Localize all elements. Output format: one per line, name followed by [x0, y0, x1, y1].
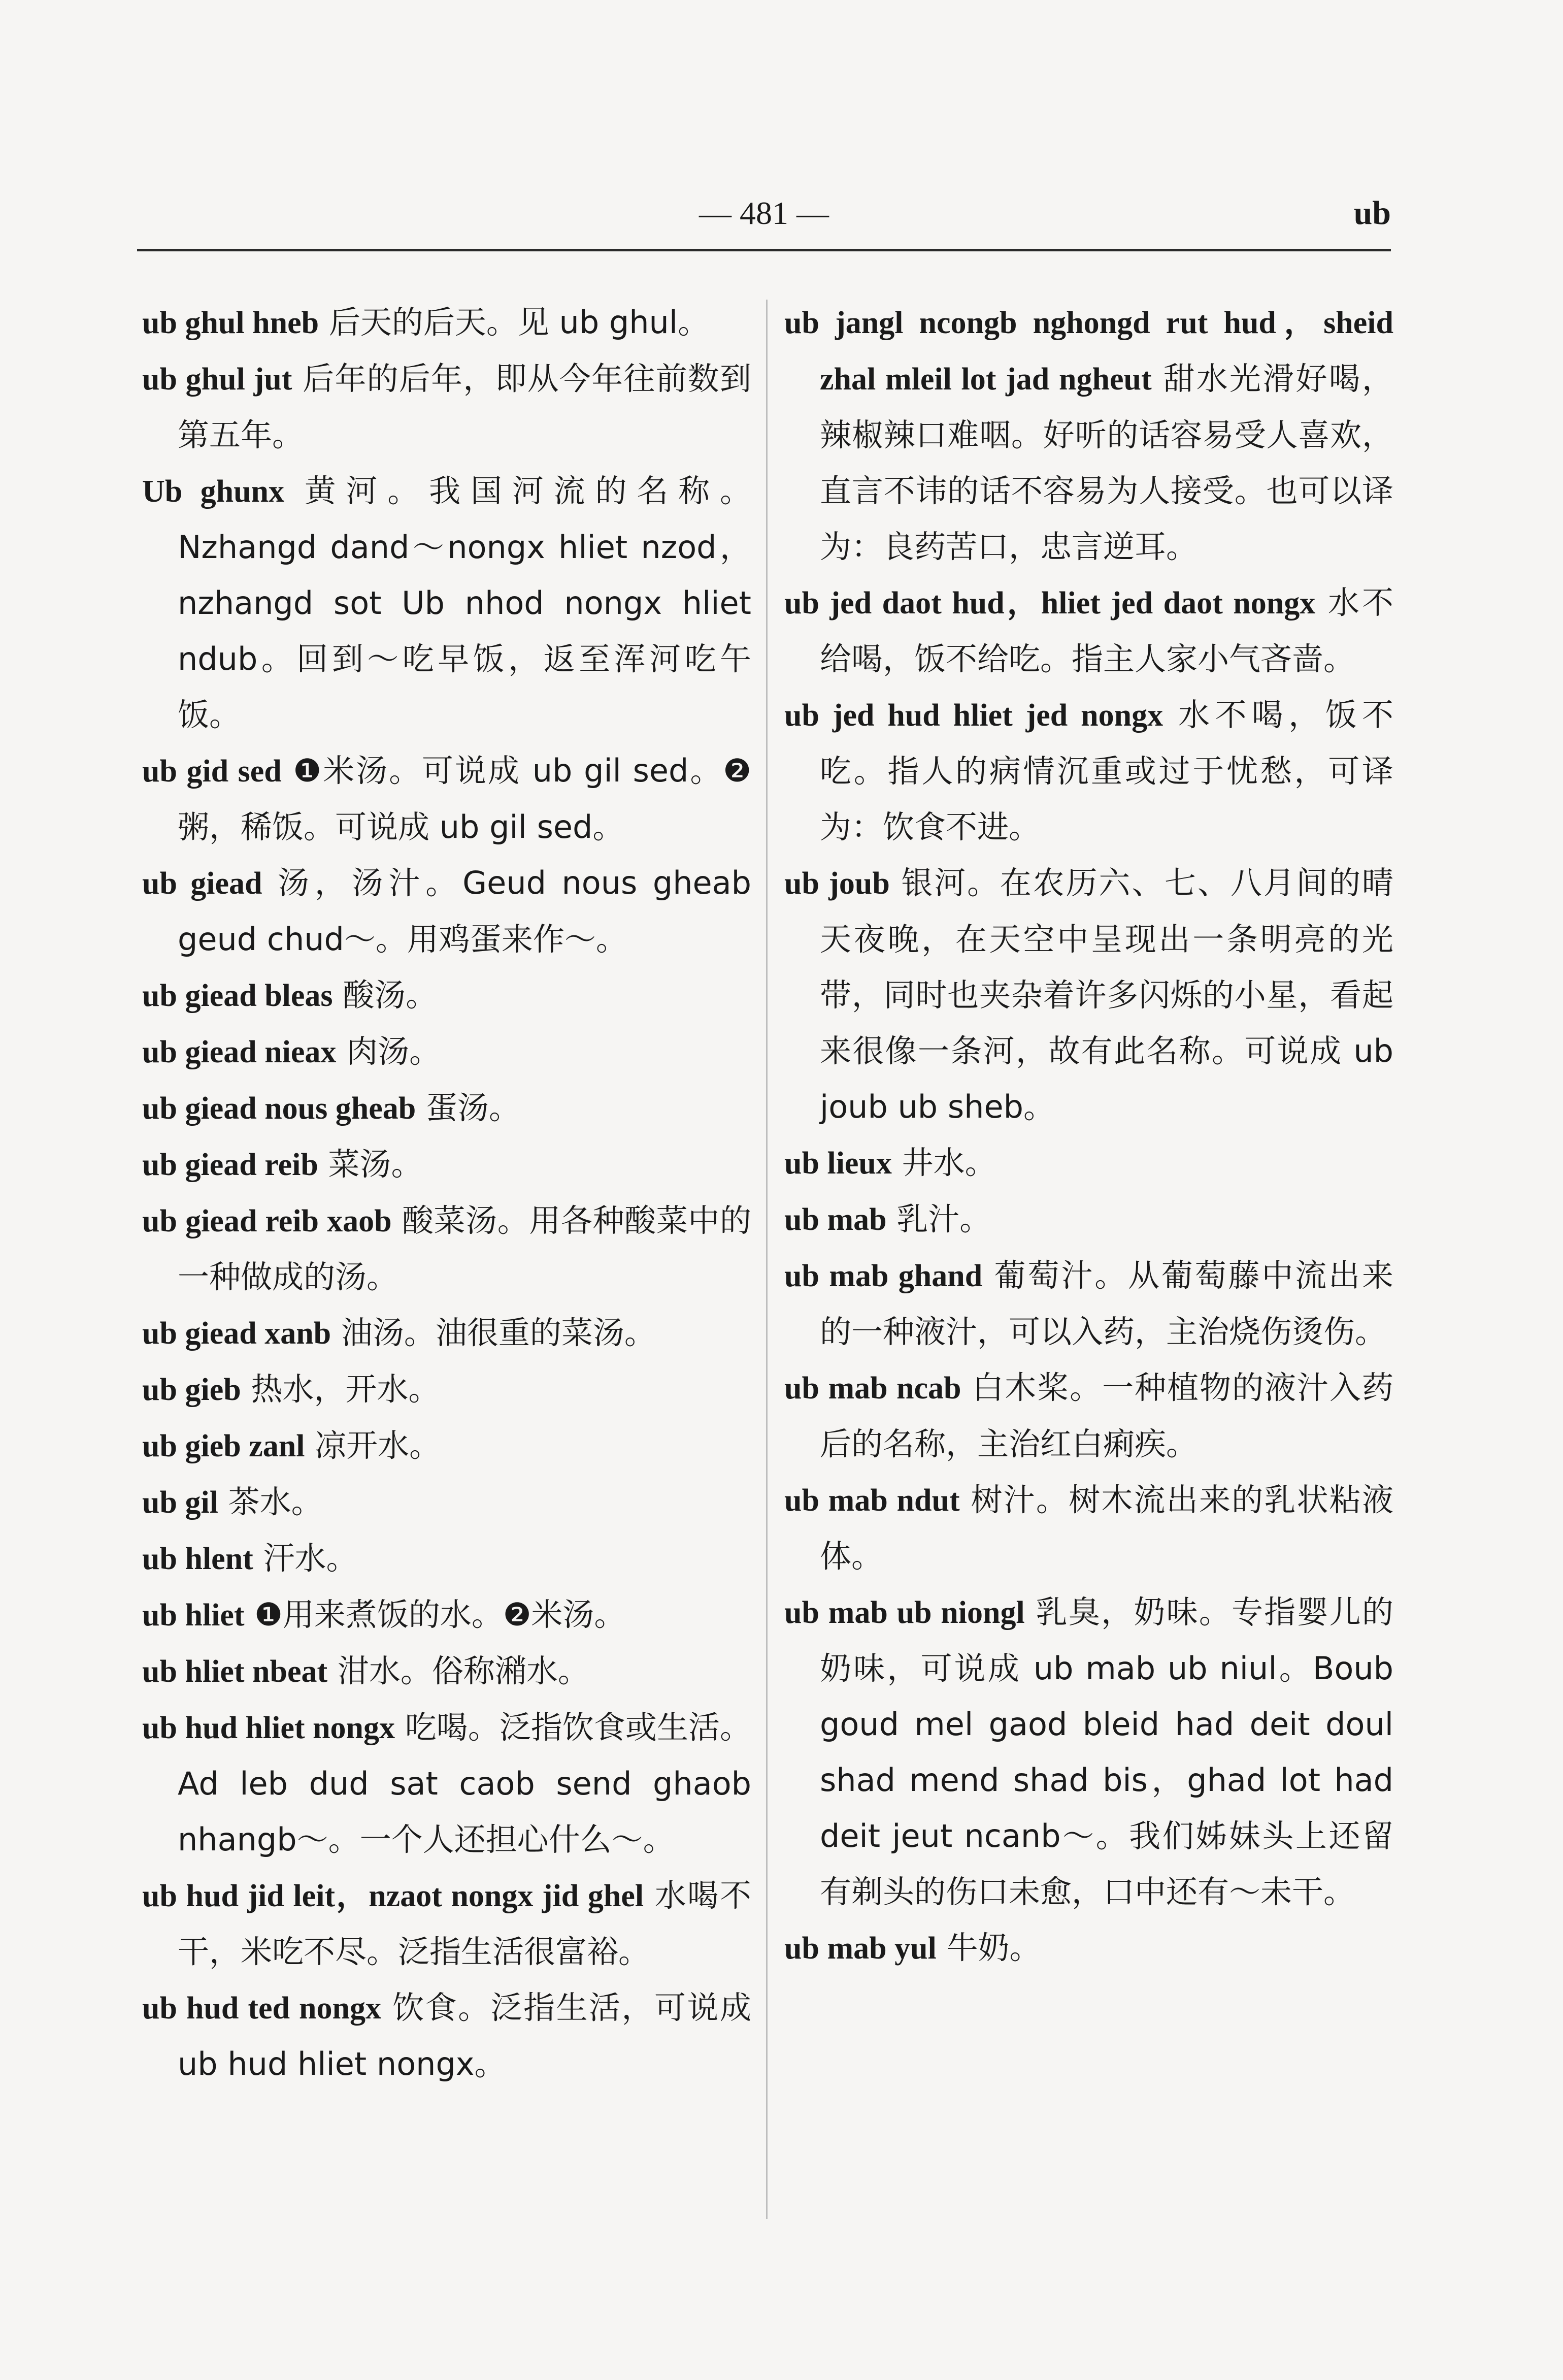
entry-definition: 油汤。油很重的菜汤。: [331, 1314, 656, 1351]
entry-headword: ub giead bleas: [142, 979, 333, 1013]
entry-definition: 牛奶。: [936, 1929, 1041, 1966]
entry-definition: 银河。在农历六、七、八月间的晴天夜晚，在天空中呈现出一条明亮的光带，同时也夹杂着许多闪烁的小星，看起来很像一条河，故有此名称。可说成 ub joub ub sheb。: [820, 864, 1393, 1125]
entry-definition: 吃喝。泛指饮食或生活。Ad leb dud sat caob send ghaob nhangb～。一个人还担心什么～。: [178, 1709, 752, 1858]
entry-headword: ub hliet: [142, 1598, 245, 1633]
entry-definition: 乳汁。: [886, 1200, 991, 1237]
entry-definition: 树汁。树木流出来的乳状粘液体。: [820, 1481, 1393, 1575]
entry-headword: ub hlent: [142, 1542, 253, 1576]
dictionary-entry: [142, 967, 751, 1024]
dictionary-entry: [142, 1024, 751, 1080]
entry-headword: ub jed daot hud，hliet jed daot nongx: [784, 586, 1316, 621]
dictionary-entry: [784, 1584, 1393, 1920]
entry-definition: 蛋汤。: [416, 1089, 520, 1126]
entry-headword: ub mab ndut: [784, 1483, 960, 1518]
entry-headword: ub hud jid leit，nzaot nongx jid ghel: [142, 1879, 644, 1913]
entry-headword: ub gil: [142, 1485, 218, 1520]
entry-definition: 后天的后天。见 ub ghul。: [319, 304, 710, 341]
entry-headword: ub lieux: [784, 1146, 892, 1181]
entry-definition: 汗水。: [253, 1540, 358, 1577]
entry-headword: ub jangl ncongb nghongd rut hud，sheid zhal mleil lot jad ngheut: [784, 306, 1393, 397]
entry-headword: ub giead: [142, 866, 262, 901]
entry-definition: 黄河。我国河流的名称。Nzhangd dand～nongx hliet nzod，nzhangd sot Ub nhod nongx hliet ndub。回到～吃早饭，返至浑河吃午饭。: [178, 472, 751, 733]
entry-definition: 汤，汤汁。Geud nous gheab geud chud～。用鸡蛋来作～。: [178, 864, 751, 958]
left-column: [142, 295, 751, 2092]
dictionary-entry: [784, 1360, 1393, 1472]
dictionary-entry: [142, 1418, 751, 1474]
entry-definition: 酸菜汤。用各种酸菜中的一种做成的汤。: [178, 1202, 751, 1295]
entry-definition: ❶米汤。可说成 ub gil sed。❷粥，稀饭。可说成 ub gil sed。: [178, 752, 751, 845]
entry-headword: ub mab ncab: [784, 1371, 961, 1406]
running-head: ub: [1353, 194, 1391, 232]
entry-definition: 菜汤。: [318, 1146, 423, 1183]
entry-headword: ub hud hliet nongx: [142, 1711, 395, 1745]
dictionary-entry: [142, 1136, 751, 1193]
entry-definition: 水不给喝，饭不给吃。指主人家小气吝啬。: [820, 584, 1393, 677]
dictionary-entry: [142, 1474, 751, 1530]
entry-definition: 茶水。: [218, 1483, 323, 1520]
dictionary-entry: [142, 855, 751, 967]
entry-definition: 水喝不干，米吃不尽。泛指生活很富裕。: [178, 1877, 751, 1970]
dictionary-entry: [142, 463, 751, 743]
entry-headword: ub mab yul: [784, 1931, 937, 1966]
entry-definition: 酸汤。: [332, 976, 438, 1014]
entry-definition: 乳臭，奶味。专指婴儿的奶味，可说成 ub mab ub niul。Boub goud mel gaod bleid had deit doul shad mend shad bis，ghad lot had deit jeut ncanb～。我们姊妹头上还留有剃头的伤口未愈，口中还有～未干。: [820, 1593, 1393, 1910]
dictionary-entry: [142, 1080, 751, 1136]
entry-headword: ub ghul jut: [142, 362, 292, 397]
column-divider: [766, 300, 768, 2219]
dictionary-entry: [142, 1305, 751, 1361]
dictionary-entry: [142, 1530, 751, 1587]
entry-definition: 甜水光滑好喝，辣椒辣口难咽。好听的话容易受人喜欢，直言不讳的话不容易为人接受。也可以译为：良药苦口，忠言逆耳。: [820, 360, 1393, 565]
entry-headword: ub ghul hneb: [142, 306, 319, 340]
dictionary-entry: [784, 855, 1393, 1135]
entry-definition: 水不喝，饭不吃。指人的病情沉重或过于忧愁，可译为：饮食不进。: [820, 696, 1393, 845]
dictionary-entry: [784, 1472, 1393, 1584]
entry-headword: ub mab ghand: [784, 1259, 983, 1293]
entry-headword: ub giead reib: [142, 1148, 318, 1182]
entry-headword: ub mab ub niongl: [784, 1595, 1025, 1630]
entry-headword: ub gieb: [142, 1373, 241, 1407]
dictionary-entry: [784, 295, 1393, 575]
dictionary-entry: [784, 687, 1393, 855]
entry-headword: ub joub: [784, 866, 890, 901]
entry-headword: ub giead xanb: [142, 1316, 331, 1351]
right-column: [784, 295, 1393, 1976]
entry-definition: 后年的后年，即从今年往前数到第五年。: [178, 360, 751, 453]
page-header: [137, 188, 1391, 239]
entry-headword: ub mab: [784, 1202, 887, 1237]
entry-headword: ub giead nieax: [142, 1035, 337, 1069]
dictionary-entry: [142, 1643, 751, 1700]
entry-headword: ub hud ted nongx: [142, 1991, 381, 2026]
dictionary-entry: [142, 351, 751, 463]
dictionary-entry: [142, 295, 751, 351]
dictionary-entry: [142, 1980, 751, 2092]
dictionary-entry: [784, 1920, 1393, 1976]
entry-definition: 饮食。泛指生活，可说成 ub hud hliet nongx。: [178, 1989, 751, 2082]
entry-headword: ub gieb zanl: [142, 1429, 305, 1463]
entry-headword: ub gid sed: [142, 754, 282, 789]
entry-definition: 葡萄汁。从葡萄藤中流出来的一种液汁，可以入药，主治烧伤烫伤。: [820, 1257, 1393, 1350]
header-rule: [137, 249, 1391, 251]
dictionary-entry: [784, 1191, 1393, 1248]
entry-headword: ub giead nous gheab: [142, 1091, 416, 1126]
dictionary-entry: [784, 1248, 1393, 1360]
entry-headword: Ub ghunx: [142, 474, 285, 509]
dictionary-entry: [142, 1868, 751, 1980]
entry-definition: 白木桨。一种植物的液汁入药后的名称，主治红白痢疾。: [820, 1369, 1393, 1462]
entry-definition: 凉开水。: [305, 1427, 441, 1464]
page-number: — 481 —: [699, 195, 829, 231]
dictionary-entry: [784, 1135, 1393, 1191]
entry-definition: 泔水。俗称潲水。: [327, 1652, 589, 1689]
dictionary-entry: [142, 1700, 751, 1868]
dictionary-entry: [142, 1361, 751, 1418]
entry-definition: 热水，开水。: [241, 1371, 440, 1408]
entry-headword: ub hliet nbeat: [142, 1654, 328, 1689]
entry-definition: 井水。: [891, 1144, 996, 1181]
entry-headword: ub jed hud hliet jed nongx: [784, 698, 1163, 733]
dictionary-entry: [784, 575, 1393, 687]
entry-definition: 肉汤。: [336, 1033, 441, 1070]
dictionary-entry: [142, 1193, 751, 1305]
entry-headword: ub giead reib xaob: [142, 1204, 392, 1238]
entry-definition: ❶用来煮饭的水。❷米汤。: [244, 1596, 626, 1633]
dictionary-entry: [142, 743, 751, 855]
dictionary-entry: [142, 1587, 751, 1643]
